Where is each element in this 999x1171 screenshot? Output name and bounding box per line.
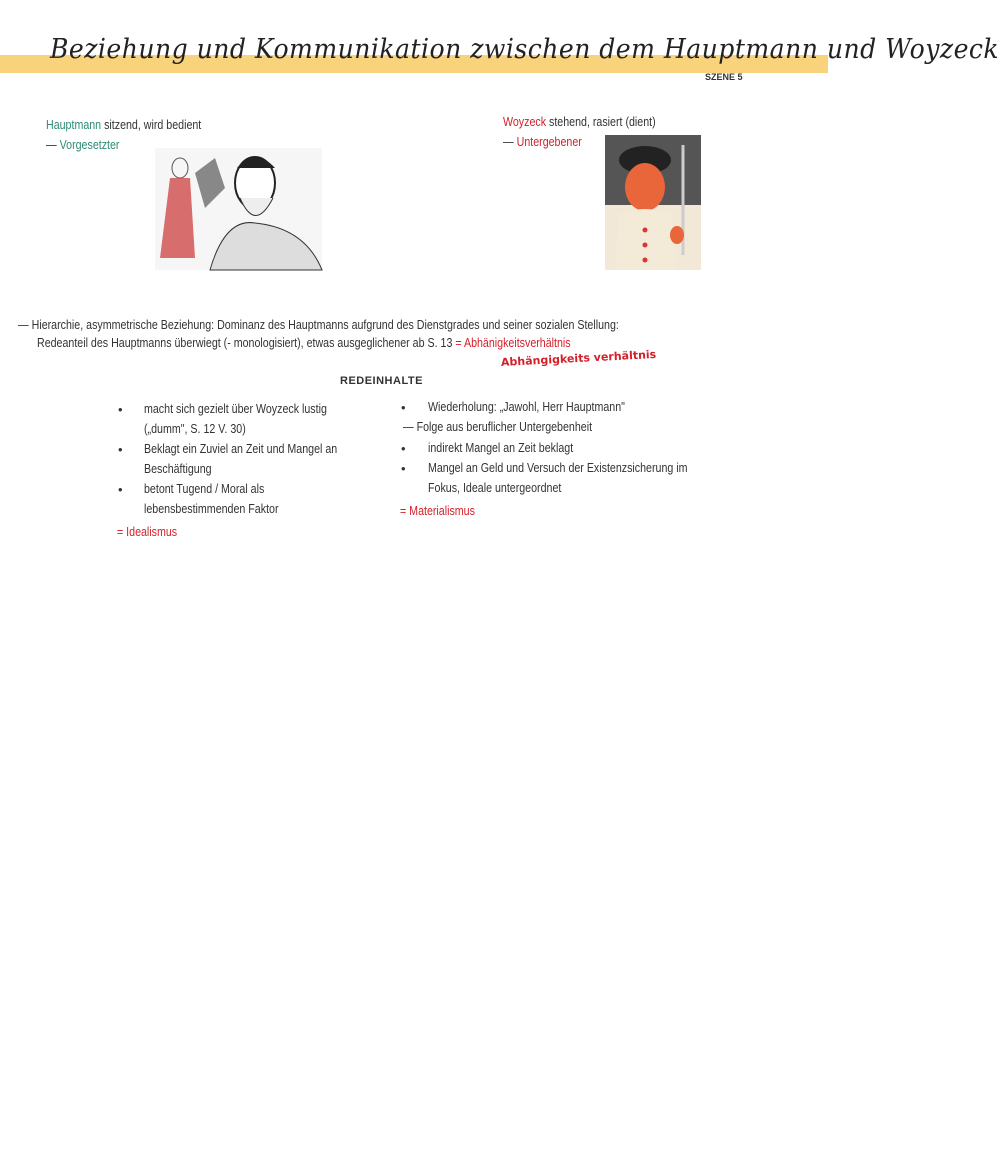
left-item: Beschäftigung bbox=[144, 461, 212, 476]
woyzeck-name: Woyzeck bbox=[503, 114, 547, 129]
hauptmann-desc: sitzend, wird bedient bbox=[101, 117, 202, 132]
right-result: = Materialismus bbox=[400, 503, 475, 518]
dash: — bbox=[503, 134, 514, 149]
section-heading: REDEINHALTE bbox=[340, 375, 423, 387]
woyzeck-illustration bbox=[605, 135, 701, 270]
woyzeck-role: Untergebener bbox=[516, 134, 582, 149]
bullet: • bbox=[401, 441, 406, 456]
hauptmann-name: Hauptmann bbox=[46, 117, 102, 132]
right-item: Fokus, Ideale untergeordnet bbox=[428, 480, 562, 495]
left-item: lebensbestimmenden Faktor bbox=[144, 501, 279, 516]
bullet: • bbox=[118, 402, 123, 417]
left-item: Beklagt ein Zuviel an Zeit und Mangel an bbox=[144, 441, 338, 456]
left-item: macht sich gezielt über Woyzeck lustig bbox=[144, 401, 327, 416]
left-item: („dumm", S. 12 V. 30) bbox=[144, 421, 246, 436]
bullet: • bbox=[118, 442, 123, 457]
hierarchy-line-2 bbox=[37, 335, 571, 350]
hauptmann-role-line bbox=[46, 137, 119, 152]
left-result: = Idealismus bbox=[117, 524, 178, 539]
dash: — bbox=[46, 137, 57, 152]
bullet: • bbox=[401, 400, 406, 415]
woyzeck-role-line bbox=[503, 134, 582, 149]
handwritten-note: Abhängigkeits verhältnis bbox=[500, 347, 657, 369]
bullet: • bbox=[401, 461, 406, 476]
right-item: Mangel an Geld und Versuch der Existenzsicherung im bbox=[428, 460, 688, 475]
right-item: indirekt Mangel an Zeit beklagt bbox=[428, 440, 574, 455]
left-item: betont Tugend / Moral als bbox=[144, 481, 265, 496]
hierarchy-text: Hierarchie, asymmetrische Beziehung: Dominanz des Hauptmanns aufgrund des Dienstgrades und seiner sozialen Stellung: bbox=[31, 317, 619, 332]
hauptmann-role: Vorgesetzter bbox=[59, 137, 120, 152]
right-item: — Folge aus beruflicher Untergebenheit bbox=[403, 419, 593, 434]
right-item: Wiederholung: „Jawohl, Herr Hauptmann" bbox=[428, 399, 625, 414]
woyzeck-line bbox=[503, 114, 656, 129]
woyzeck-desc: stehend, rasiert (dient) bbox=[546, 114, 656, 129]
hauptmann-illustration bbox=[155, 148, 322, 270]
hierarchy-line-1 bbox=[18, 317, 619, 332]
hierarchy-text-2: Redeanteil des Hauptmanns überwiegt (- monologisiert), etwas ausgeglichener ab S. 13 bbox=[37, 335, 453, 350]
dash: — bbox=[18, 317, 29, 332]
bullet: • bbox=[118, 482, 123, 497]
scene-label: SZENE 5 bbox=[705, 72, 743, 82]
page-title: Beziehung und Kommunikation zwischen dem Hauptmann und Woyzeck bbox=[50, 34, 999, 65]
hauptmann-line bbox=[46, 117, 201, 132]
hierarchy-result: = Abhänigkeitsverhältnis bbox=[455, 335, 571, 350]
